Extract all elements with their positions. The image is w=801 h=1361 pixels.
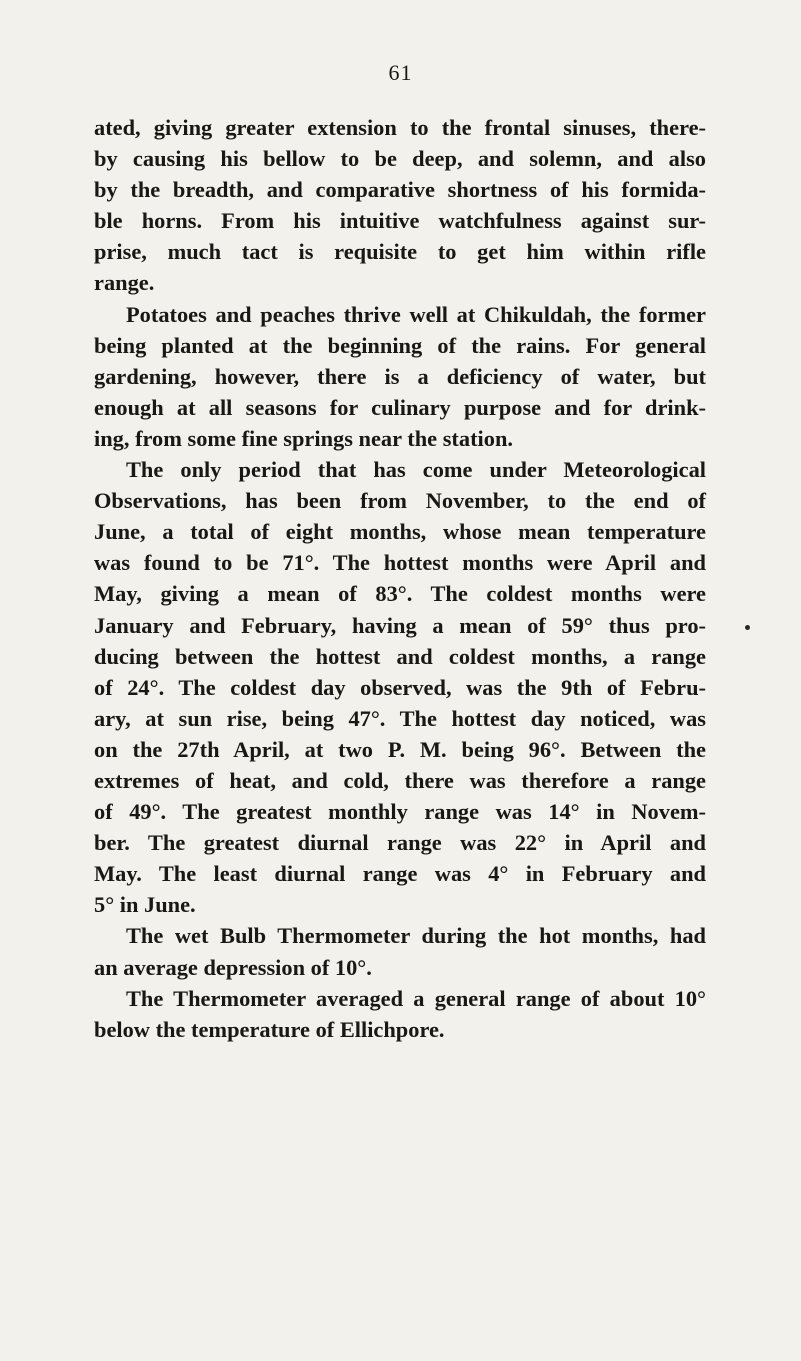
text-line: ated, giving greater extension to the frontal sinuses, there-	[94, 115, 706, 140]
paragraph	[94, 112, 706, 299]
paragraph	[94, 983, 706, 1045]
text-line: of 49°. The greatest monthly range was 14° in Novem-	[94, 799, 706, 825]
text-line: ber. The greatest diurnal range was 22° in April and	[94, 830, 706, 856]
text-line: being planted at the beginning of the rains. For general	[94, 332, 706, 358]
text-line: enough at all seasons for culinary purpose and for drink-	[94, 394, 706, 420]
text-line: Observations, has been from November, to the end of	[94, 488, 706, 514]
text-line: on the 27th April, at two P. M. being 96°. Between the	[94, 736, 706, 762]
text-line: The wet Bulb Thermometer during the hot months, had	[126, 923, 706, 949]
text-line: ary, at sun rise, being 47°. The hottest day noticed, was	[94, 705, 706, 731]
text-line: was found to be 71°. The hottest months were April and	[94, 550, 706, 576]
text-line: The Thermometer averaged a general range of about 10°	[126, 985, 706, 1011]
text-line: prise, much tact is requisite to get him within rifle	[94, 239, 706, 265]
page-number: 61	[388, 60, 413, 85]
paragraph	[94, 454, 706, 920]
text-line: of 24°. The coldest day observed, was the 9th of Febru-	[94, 674, 706, 700]
paragraph	[94, 920, 706, 982]
text-line: May. The least diurnal range was 4° in February and	[94, 861, 706, 887]
text-line: by the breadth, and comparative shortness of his formida-	[94, 177, 706, 203]
text-line: ing, from some fine springs near the station.	[94, 425, 513, 451]
text-line: range.	[94, 270, 155, 296]
text-line: January and February, having a mean of 59° thus pro-	[94, 612, 706, 638]
text-line: June, a total of eight months, whose mean temperature	[94, 519, 706, 545]
paragraph	[94, 299, 706, 454]
text-line: extremes of heat, and cold, there was therefore a range	[94, 767, 706, 793]
text-line: Potatoes and peaches thrive well at Chikuldah, the former	[126, 301, 706, 327]
body-text	[94, 112, 706, 1045]
text-line: 5° in June.	[94, 892, 196, 918]
text-line: gardening, however, there is a deficiency of water, but	[94, 363, 706, 389]
text-line: by causing his bellow to be deep, and solemn, and also	[94, 146, 706, 172]
text-line: ble horns. From his intuitive watchfulness against sur-	[94, 208, 706, 234]
text-line: an average depression of 10°.	[94, 954, 372, 980]
text-line: May, giving a mean of 83°. The coldest months were	[94, 581, 706, 607]
text-line: The only period that has come under Meteorological	[126, 457, 706, 483]
text-line: below the temperature of Ellichpore.	[94, 1016, 445, 1042]
ink-speck	[744, 624, 750, 630]
text-line: ducing between the hottest and coldest months, a range	[94, 643, 706, 669]
